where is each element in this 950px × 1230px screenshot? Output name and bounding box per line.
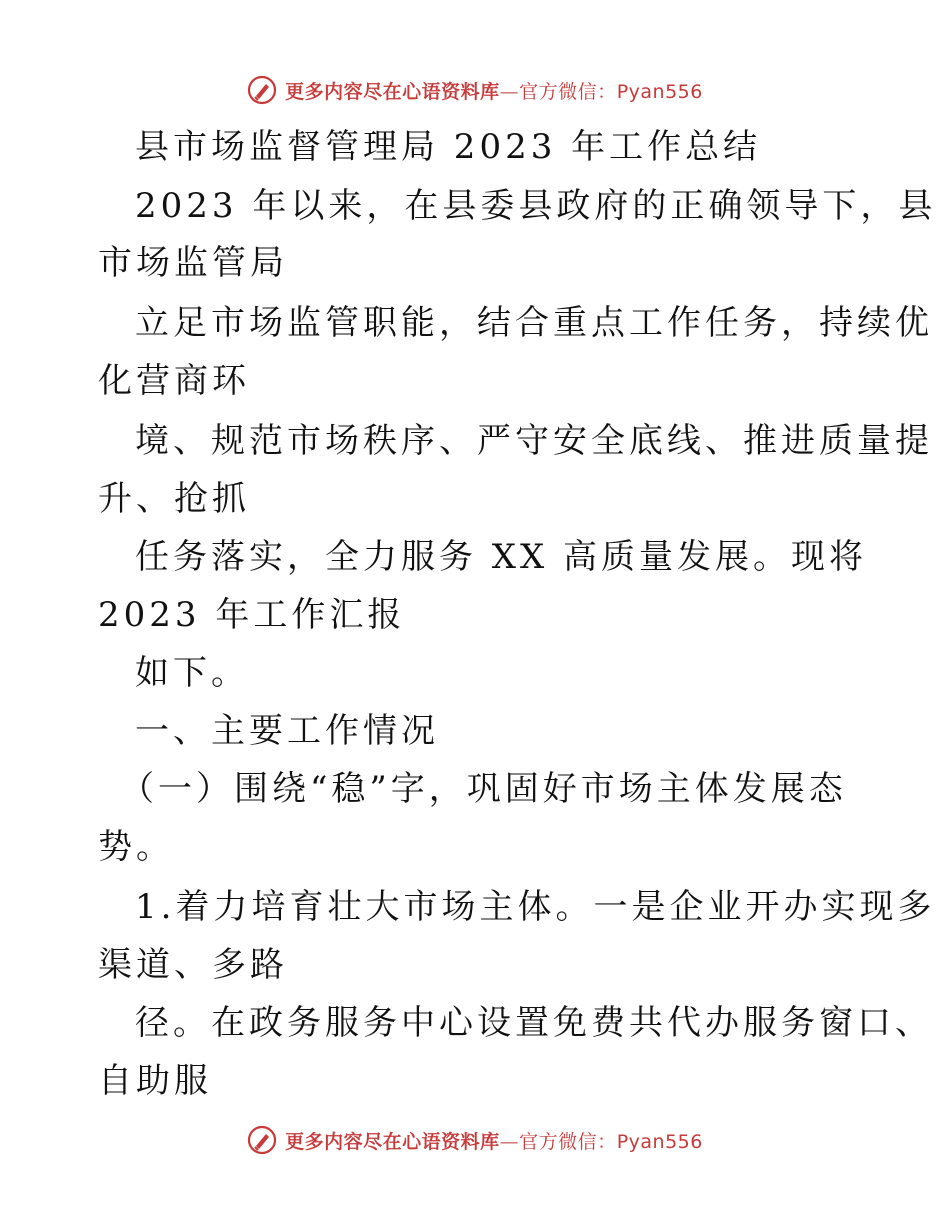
pen-seal-icon (247, 75, 277, 105)
paragraph-line: 升、抢抓 (98, 479, 250, 519)
watermark-bottom (0, 1120, 950, 1160)
paragraph-line: 势。 (98, 827, 174, 867)
document-title: 县市场监督管理局 2023 年工作总结 (135, 127, 762, 167)
paragraph-line: 2023 年工作汇报 (98, 595, 406, 635)
paragraph-line: 化营商环 (98, 361, 250, 401)
paragraph-line: 任务落实，全力服务 XX 高质量发展。现将 (135, 537, 868, 577)
section-heading: 一、主要工作情况 (135, 711, 439, 751)
paragraph-line: 境、规范市场秩序、严守安全底线、推进质量提 (135, 421, 933, 461)
watermark-text: 更多内容尽在心语资料库—官方微信：Pyan556 (285, 80, 703, 103)
paragraph-line: 渠道、多路 (98, 945, 288, 985)
pen-seal-icon (247, 1125, 277, 1155)
paragraph-line: 如下。 (135, 653, 249, 693)
paragraph-line: 自助服 (98, 1061, 212, 1101)
paragraph-line: 立足市场监管职能，结合重点工作任务，持续优 (135, 303, 933, 343)
paragraph-line: 市场监管局 (98, 243, 288, 283)
paragraph-line: 径。在政务服务中心设置免费共代办服务窗口、 (135, 1003, 933, 1043)
watermark-top (0, 70, 950, 110)
paragraph-line: 1.着力培育壮大市场主体。一是企业开办实现多 (135, 887, 936, 927)
paragraph-line: 2023 年以来，在县委县政府的正确领导下，县 (135, 186, 937, 226)
subsection-heading: （一）围绕“稳”字，巩固好市场主体发展态 (120, 769, 847, 809)
watermark-text: 更多内容尽在心语资料库—官方微信：Pyan556 (285, 1130, 703, 1153)
